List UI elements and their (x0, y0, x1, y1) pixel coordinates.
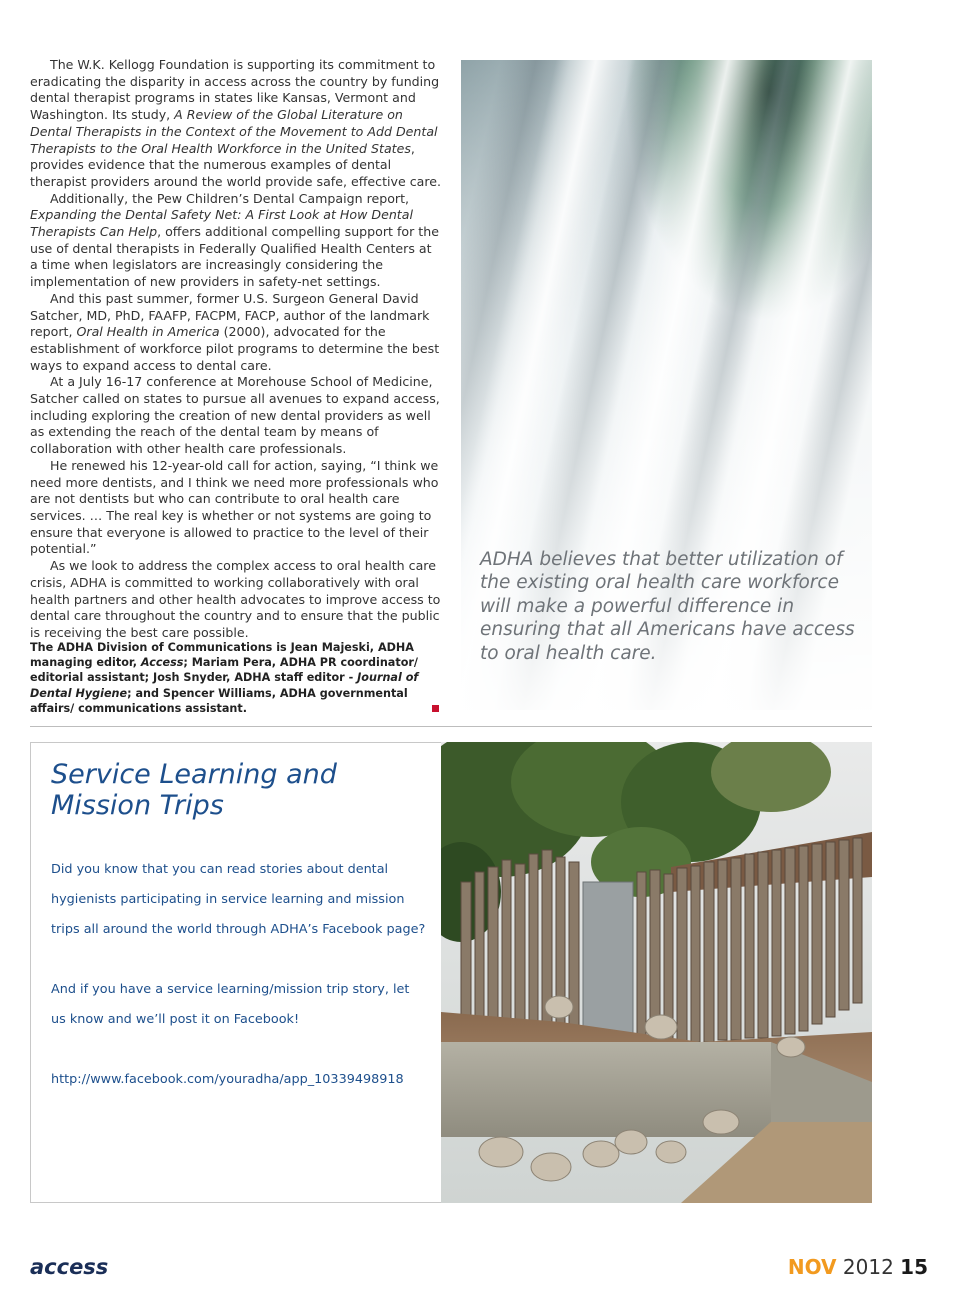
fence-photo (441, 742, 872, 1203)
paragraph: As we look to address the complex access to oral health care crisis, ADHA is committed to working collaboratively with oral health partners and other health advocates to improve access to dental care throughout the country and to ensure that the public is receiving the best care possible. (30, 558, 441, 640)
sidebar-line: us know and we’ll post it on Facebook! (51, 1012, 300, 1027)
report-title: Expanding the Dental Safety Net: A First Look at How Dental Therapists Can Help (30, 207, 413, 240)
text: And this past summer, former U.S. Surgeon General David Satcher, MD, PhD, FAAFP, FACPM, FACP, author of the landmark report, (30, 290, 430, 340)
text: , offers additional compelling support for the use of dental therapists in Federally Qualified Health Centers at a time when legislators are increasingly considering the implementation of new providers in safety-net settings. (30, 224, 439, 290)
sidebar-line: hygienists participating in service learning and mission (51, 892, 405, 907)
text: The W.K. Kellogg Foundation is supporting its commitment to eradicating the disparity in access across the country by funding dental therapist programs in states like Kansas, Vermont and Washington. Its study, (30, 57, 440, 123)
spacer (51, 1035, 431, 1065)
text: (2000), advocated for the establishment of workforce pilot programs to determine the best ways to expand access to dental care. (30, 324, 440, 373)
paragraph (30, 191, 442, 291)
sidebar-line: And if you have a service learning/mission trip story, let (51, 982, 410, 997)
issue-year: 2012 (842, 1255, 894, 1279)
sidebar-title: Service Learning and Mission Trips (51, 759, 337, 821)
article-body (30, 57, 442, 642)
facebook-link[interactable]: http://www.facebook.com/youradha/app_10339498918 (51, 1072, 404, 1087)
section-divider (30, 726, 872, 727)
spacer (51, 945, 431, 975)
magazine-name: access (30, 1255, 109, 1279)
issue-info (788, 1255, 928, 1279)
text: ; Mariam Pera, ADHA PR coordinator/ editorial assistant; Josh Snyder, ADHA staff editor - (30, 656, 418, 685)
sidebar-line: Did you know that you can read stories about dental (51, 862, 389, 877)
photo-graphic (441, 742, 872, 1203)
text: The ADHA Division of Communications is Jean Majeski, ADHA managing editor, (30, 641, 414, 670)
issue-month: NOV (787, 1255, 837, 1279)
article-end-mark (432, 705, 439, 712)
paragraph (30, 57, 442, 191)
sidebar-line: trips all around the world through ADHA’s Facebook page? (51, 922, 426, 937)
paragraph: At a July 16-17 conference at Morehouse School of Medicine, Satcher called on states to pursue all avenues to expand access, including exploring the creation of new dental providers as well as extending the reach of the dental team by means of collaboration with other health care professionals. (30, 374, 440, 457)
report-title: Oral Health in America (76, 324, 220, 340)
sidebar-body (51, 855, 431, 1095)
pull-quote: ADHA believes that better utilization of the existing oral health care workforce will make a powerful difference in ensuring that all Americans have access to oral health care. (480, 549, 855, 664)
service-learning-sidebar (30, 742, 441, 1203)
publication-name: Journal of Dental Hygiene (30, 671, 419, 700)
staff-credits (30, 640, 442, 716)
paragraph (30, 291, 442, 375)
text: ; and Spencer Williams, ADHA governmental affairs/ communications assistant. (30, 686, 408, 715)
text: , provides evidence that the numerous examples of dental therapist providers around the world provide safe, effective care. (30, 140, 442, 189)
paragraph: He renewed his 12-year-old call for action, saying, “I think we need more dentists, and I think we need more professionals who are not dentists but who can contribute to oral health care services. … The real key is whether or not systems are going to ensure that everyone is allowed to practice to the level of their potential.” (30, 457, 439, 557)
publication-name: Access (140, 656, 184, 670)
text: Additionally, the Pew Children’s Dental Campaign report, (50, 190, 410, 206)
study-title: A Review of the Global Literature on Dental Therapists in the Context of the Movement to Add Dental Therapists to the Oral Health Workforce in the United States (30, 107, 438, 156)
page-number: 15 (900, 1255, 928, 1279)
